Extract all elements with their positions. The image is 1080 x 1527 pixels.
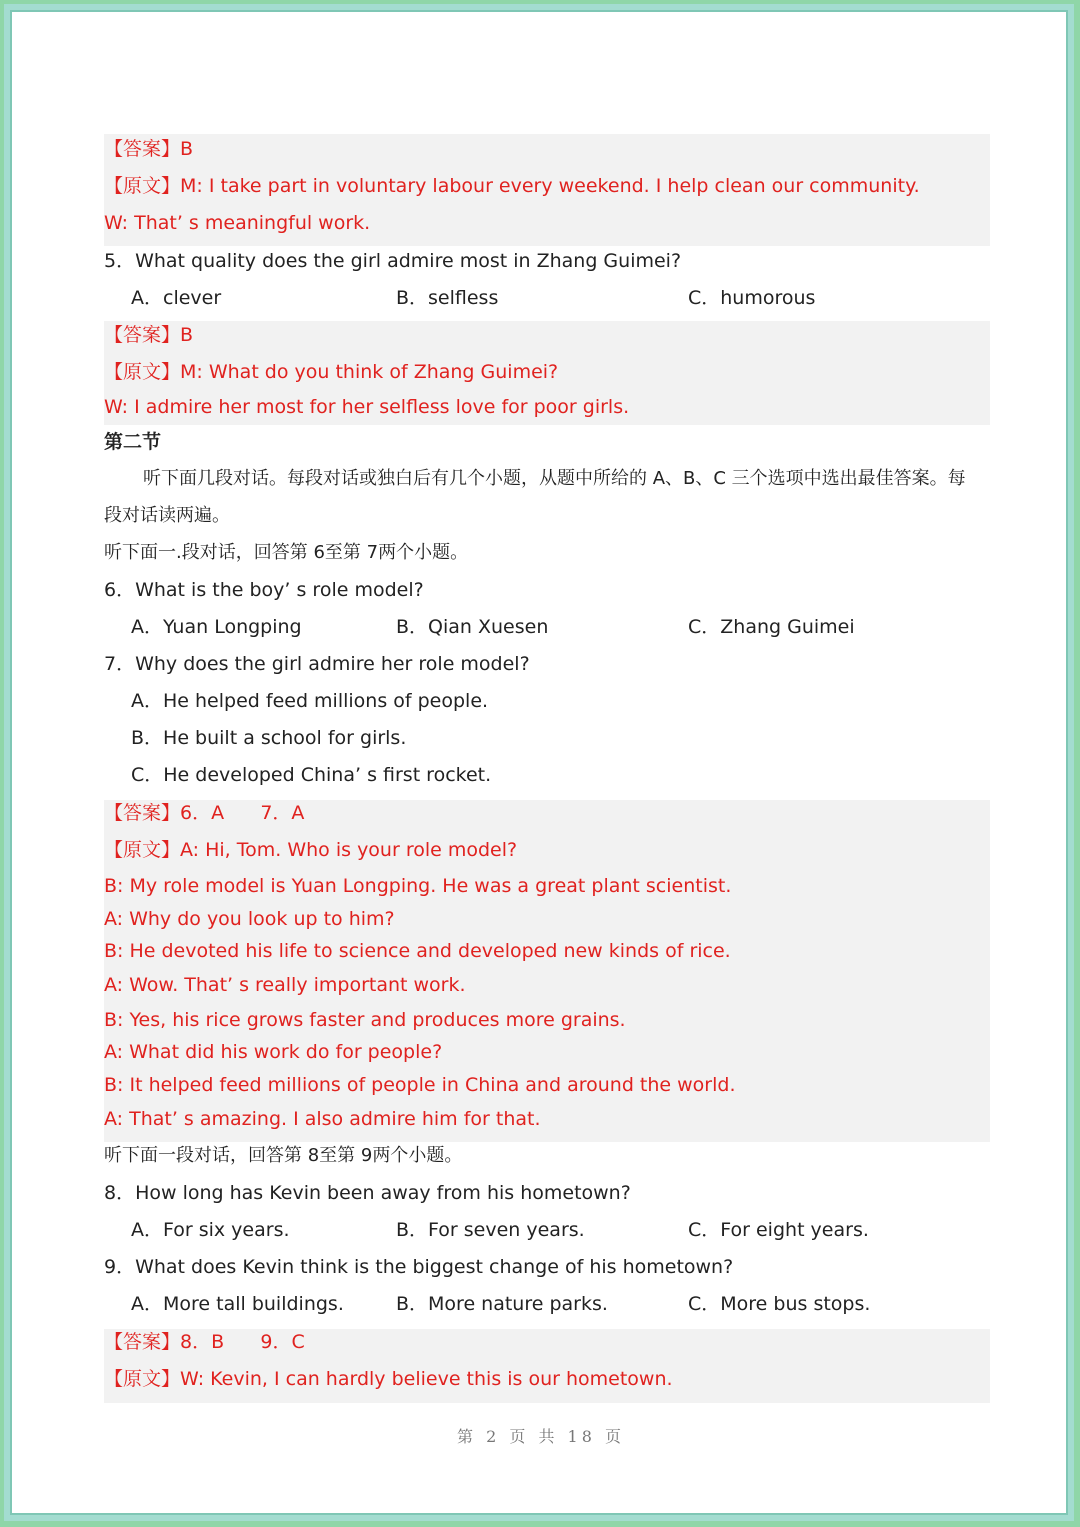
dialogue-lead: 听下面一.段对话，回答第 6至第 7两个小题。 [104,542,469,563]
option-8a: A．For six years. [131,1219,290,1241]
option-7c: C．He developed China’ s first rocket. [131,764,492,786]
transcript-line: 【原文】M: I take part in voluntary labour every weekend. I help clean our community. [104,175,920,197]
section-title: 第二节 [104,431,162,453]
section-intro-cont: 段对话读两遍。 [104,505,230,526]
option-7a: A．He helped feed millions of people. [131,690,489,712]
page-footer: 第 2 页 共 18 页 [457,1427,625,1446]
transcript-line: A: That’ s amazing. I also admire him for that. [104,1108,541,1130]
transcript-line: A: What did his work do for people? [104,1041,443,1063]
question-8: 8．How long has Kevin been away from his hometown? [104,1182,631,1204]
transcript-line: A: Wow. That’ s really important work. [104,974,466,996]
option-7b: B．He built a school for girls. [131,727,407,749]
option-9a: A．More tall buildings. [131,1293,344,1315]
transcript-line: B: My role model is Yuan Longping. He was a great plant scientist. [104,875,732,897]
answer-line: 【答案】8．B 9．C [104,1331,305,1353]
option-6a: A．Yuan Longping [131,616,302,638]
option-8b: B．For seven years. [396,1219,585,1241]
option-8c: C．For eight years. [688,1219,869,1241]
option-9c: C．More bus stops. [688,1293,871,1315]
transcript-line: B: Yes, his rice grows faster and produces more grains. [104,1009,626,1031]
transcript-line: 【原文】A: Hi, Tom. Who is your role model? [104,839,518,861]
dialogue-lead: 听下面一段对话，回答第 8至第 9两个小题。 [104,1145,463,1166]
answer-line: 【答案】B [104,324,194,346]
question-9: 9．What does Kevin think is the biggest change of his hometown? [104,1256,734,1278]
transcript-line: W: I admire her most for her selfless love for poor girls. [104,396,630,418]
transcript-line: W: That’ s meaningful work. [104,212,371,234]
transcript-line: A: Why do you look up to him? [104,908,395,930]
question-7: 7．Why does the girl admire her role model? [104,653,530,675]
transcript-line: 【原文】W: Kevin, I can hardly believe this is our hometown. [104,1368,673,1390]
question-6: 6．What is the boy’ s role model? [104,579,424,601]
section-intro: 听下面几段对话。每段对话或独白后有几个小题，从题中所给的 A、B、C 三个选项中选出最佳答案。每 [143,468,966,489]
option-9b: B．More nature parks. [396,1293,608,1315]
answer-line: 【答案】6．A 7．A [104,802,305,824]
document-page [10,10,1068,1515]
option-6b: B．Qian Xuesen [396,616,549,638]
option-6c: C．Zhang Guimei [688,616,855,638]
transcript-line: B: It helped feed millions of people in China and around the world. [104,1074,736,1096]
answer-line: 【答案】B [104,138,194,160]
question-5: 5．What quality does the girl admire most in Zhang Guimei? [104,250,682,272]
transcript-line: 【原文】M: What do you think of Zhang Guimei? [104,361,559,383]
option-5b: B．selfless [396,287,499,309]
option-5c: C．humorous [688,287,816,309]
transcript-line: B: He devoted his life to science and developed new kinds of rice. [104,940,731,962]
option-5a: A．clever [131,287,222,309]
page-frame [4,4,1074,1521]
